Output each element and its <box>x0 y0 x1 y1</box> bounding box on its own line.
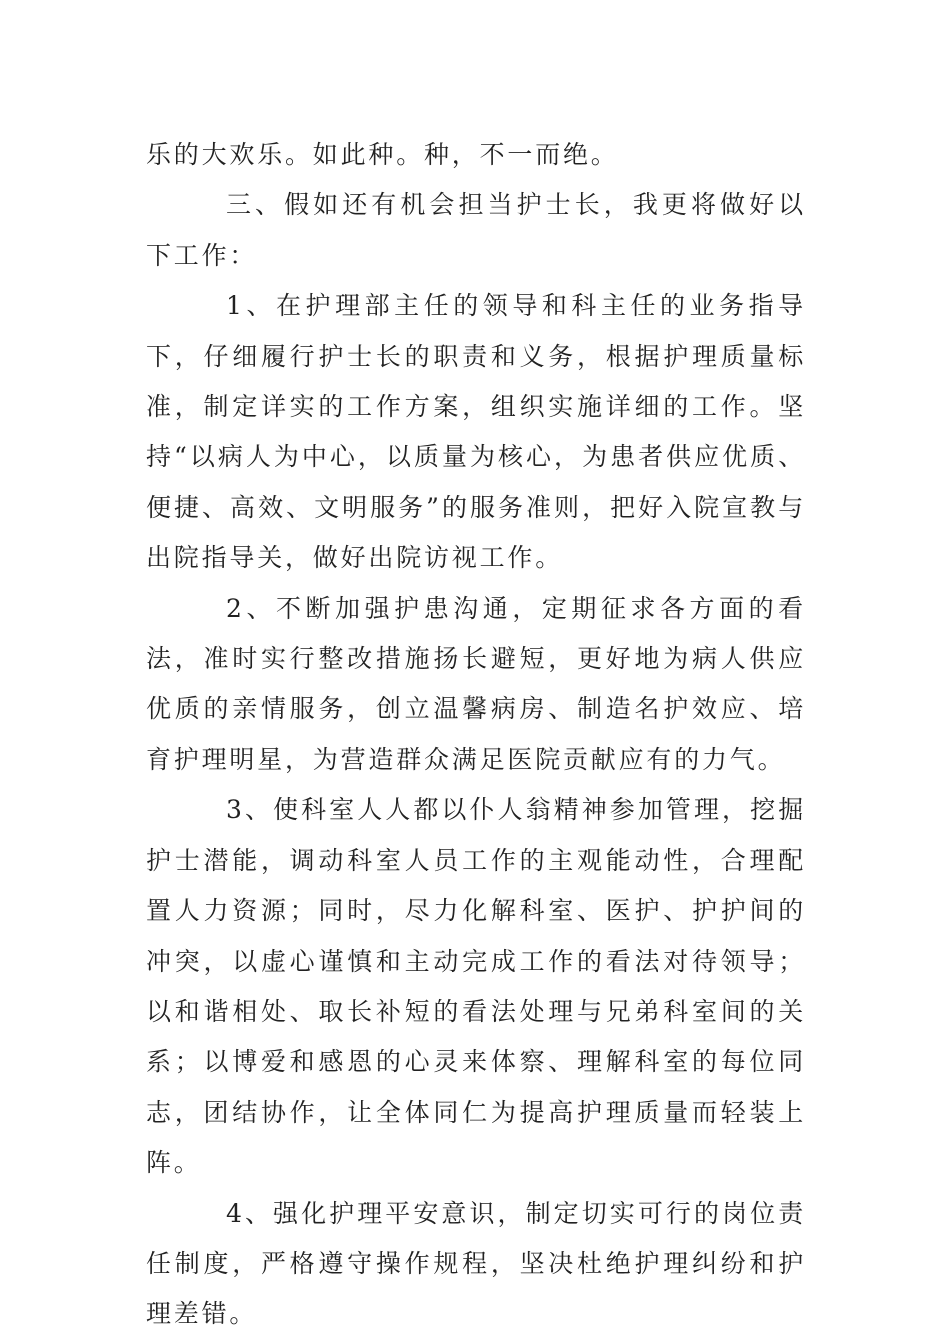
paragraph-item-3: 3、使科室人人都以仆人翁精神参加管理，挖掘护士潜能，调动科室人员工作的主观能动性，合理配置人力资源；同时，尽力化解科室、医护、护护间的冲突，以虚心谨慎和主动完成工作的看法对待领导；以和谐相处、取长补短的看法处理与兄弟科室间的关系；以博爱和感恩的心灵来体察、理解科室的每位同志，团结协作，让全体同仁为提高护理质量而轻装上阵。 <box>146 795 806 1178</box>
paragraph-continuation: 乐的大欢乐。如此种。种，不一而绝。 <box>146 140 619 169</box>
section-heading-three: 三、假如还有机会担当护士长，我更将做好以下工作： <box>146 190 806 270</box>
paragraph-item-1: 1、在护理部主任的领导和科主任的业务指导下，仔细履行护士长的职责和义务，根据护理质量标准，制定详实的工作方案，组织实施详细的工作。坚持“以病人为中心，以质量为核心，为患者供应优质、便捷、高效、文明服务”的服务准则，把好入院宣教与出院指导关，做好出院访视工作。 <box>146 291 806 573</box>
paragraph-item-2: 2、不断加强护患沟通，定期征求各方面的看法，准时实行整改措施扬长避短，更好地为病人供应优质的亲情服务，创立温馨病房、制造名护效应、培育护理明星，为营造群众满足医院贡献应有的力气。 <box>146 593 806 774</box>
document-body <box>146 130 806 1340</box>
paragraph-item-4: 4、强化护理平安意识，制定切实可行的岗位责任制度，严格遵守操作规程，坚决杜绝护理纠纷和护理差错。 <box>146 1198 806 1329</box>
